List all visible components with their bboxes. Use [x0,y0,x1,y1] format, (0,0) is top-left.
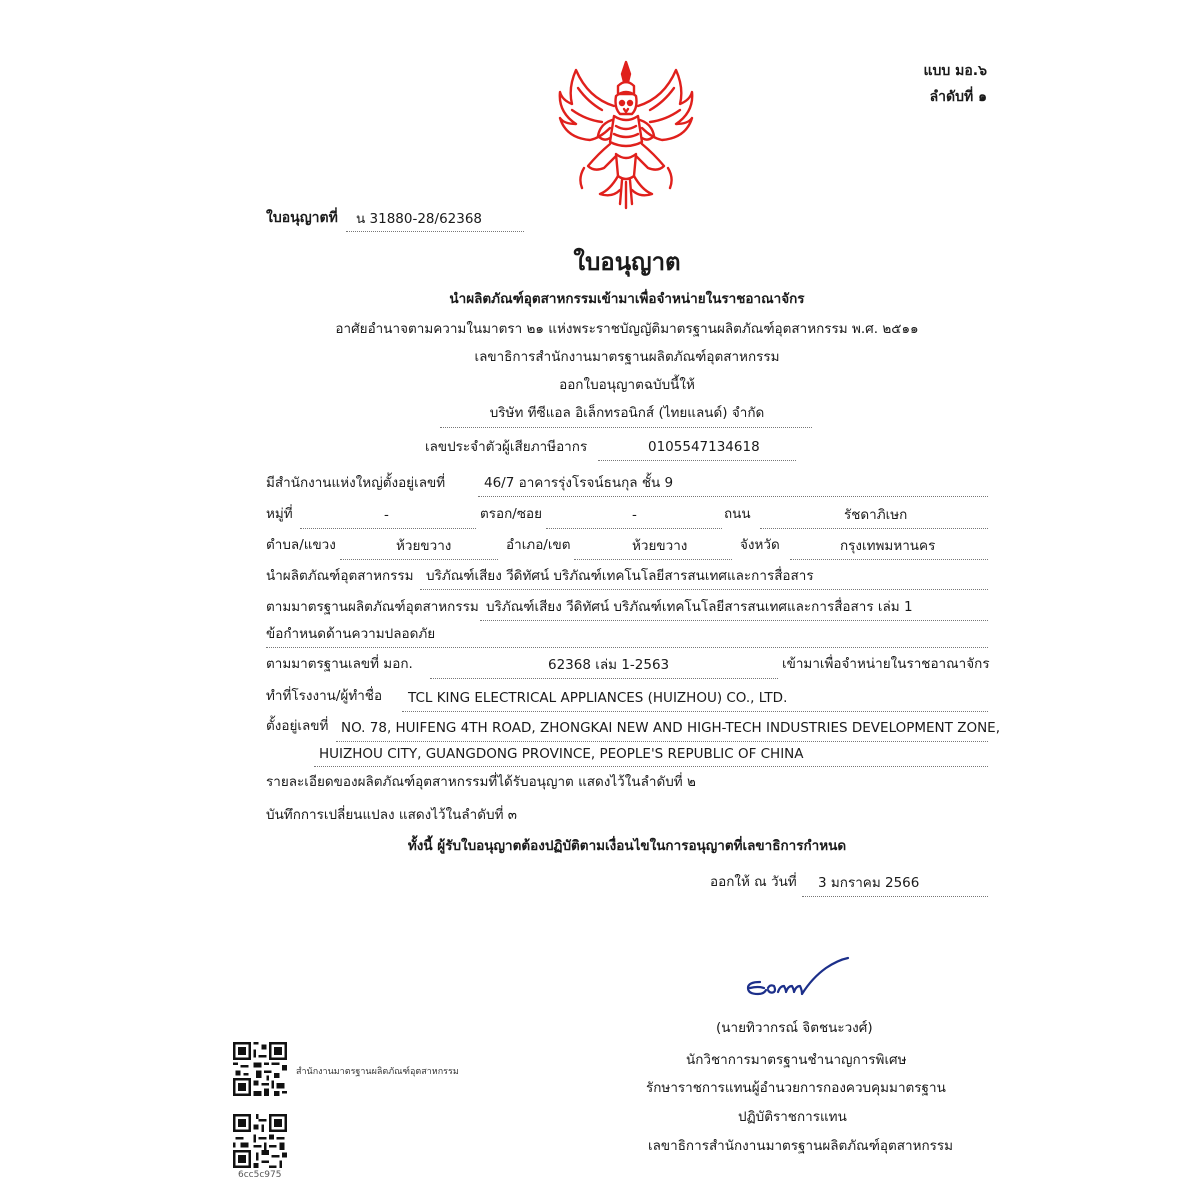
document-title: ใบอนุญาต [573,248,681,276]
district-dotted-line [574,559,732,560]
form-code: แบบ มอ.๖ [923,63,987,79]
soi-dotted-line [546,528,722,529]
manufacturer-dotted-line [402,711,988,712]
factory-address-dotted-line-1 [336,741,988,742]
changes-line: บันทึกการเปลี่ยนแปลง แสดงไว้ในลำดับที่ ๓ [266,807,517,823]
subdistrict-label: ตำบล/แขวง [266,537,336,553]
condition-line: ทั้งนี้ ผู้รับใบอนุญาตต้องปฏิบัติตามเงื่อนไขในการอนุญาตที่เลขาธิการกำหนด [407,838,847,854]
license-no-dotted-line [346,231,524,232]
subdistrict-value: ห้วยขวาง [396,538,452,554]
standard-dotted-line-1 [480,620,988,621]
document-code: 6cc5c975 [238,1170,282,1180]
signatory-position-2: รักษาราชการแทนผู้อำนวยการกองควบคุมมาตรฐาน [646,1080,946,1096]
issue-date-label: ออกให้ ณ วันที่ [710,874,797,890]
signatory-position-3: ปฏิบัติราชการแทน [738,1109,847,1125]
tax-id-label: เลขประจำตัวผู้เสียภาษีอากร [425,439,588,455]
license-no-label: ใบอนุญาตที่ [266,210,338,226]
moo-value: - [384,507,389,523]
issue-date-dotted-line [802,896,988,897]
issue-date-value: 3 มกราคม 2566 [818,875,920,891]
standard-value-line1: บริภัณฑ์เสียง วีดิทัศน์ บริภัณฑ์เทคโนโลยีสารสนเทศและการสื่อสาร เล่ม 1 [486,599,913,615]
road-value: รัชดาภิเษก [844,507,908,523]
standard-value-line2: ข้อกำหนดด้านความปลอดภัย [266,626,436,642]
district-label: อำเภอ/เขต [506,537,571,553]
soi-value: - [632,507,637,523]
signature-icon [740,956,852,1006]
signatory-position-1: นักวิชาการมาตรฐานชำนาญการพิเศษ [686,1052,907,1068]
road-label: ถนน [724,506,751,522]
standard-no-suffix: เข้ามาเพื่อจำหน่ายในราชอาณาจักร [782,656,990,672]
manufacturer-value: TCL KING ELECTRICAL APPLIANCES (HUIZHOU) CO., LTD. [408,690,788,706]
qr-code-verify-icon [233,1114,287,1168]
garuda-emblem-icon [554,58,698,210]
head-office-dotted-line [478,496,988,497]
issue-line: ออกใบอนุญาตฉบับนี้ให้ [559,377,695,393]
authority-line: อาศัยอำนาจตามความในมาตรา ๒๑ แห่งพระราชบัญญัติมาตรฐานผลิตภัณฑ์อุตสาหกรรม พ.ศ. ๒๕๑๑ [335,321,919,337]
province-label: จังหวัด [740,537,780,553]
company-dotted-line [440,427,812,428]
product-dotted-line [420,589,988,590]
standard-dotted-line-2 [266,647,988,648]
moo-label: หมู่ที่ [266,506,293,522]
product-value: บริภัณฑ์เสียง วีดิทัศน์ บริภัณฑ์เทคโนโลยีสารสนเทศและการสื่อสาร [426,568,814,584]
standard-no-dotted-line [430,678,778,679]
factory-address-dotted-line-2 [314,766,988,767]
head-office-label: มีสำนักงานแห่งใหญ่ตั้งอยู่เลขที่ [266,475,446,491]
factory-address-line2: HUIZHOU CITY, GUANGDONG PROVINCE, PEOPLE'S REPUBLIC OF CHINA [319,746,804,762]
road-dotted-line [760,528,988,529]
soi-label: ตรอก/ซอย [480,506,543,522]
factory-address-line1: NO. 78, HUIFENG 4TH ROAD, ZHONGKAI NEW AND HIGH-TECH INDUSTRIES DEVELOPMENT ZONE, [341,720,1000,736]
company-name: บริษัท ทีซีแอล อิเล็กทรอนิกส์ (ไทยแลนด์) จำกัด [489,405,765,421]
qr-code-icon [233,1042,287,1096]
tax-id-dotted-line [598,460,796,461]
standard-no-value: 62368 เล่ม 1-2563 [548,657,670,673]
head-office-value: 46/7 อาคารรุ่งโรจน์ธนกุล ชั้น 9 [484,475,674,491]
province-value: กรุงเทพมหานคร [840,538,936,554]
details-line: รายละเอียดของผลิตภัณฑ์อุตสาหกรรมที่ได้รับอนุญาต แสดงไว้ในลำดับที่ ๒ [266,774,696,790]
factory-address-label: ตั้งอยู่เลขที่ [266,718,329,734]
district-value: ห้วยขวาง [632,538,688,554]
qr-caption: สำนักงานมาตรฐานผลิตภัณฑ์อุตสาหกรรม [296,1067,459,1077]
province-dotted-line [790,559,988,560]
moo-dotted-line [300,528,476,529]
signatory-name: (นายทิวากรณ์ จิตชนะวงศ์) [716,1020,873,1036]
issuer-line: เลขาธิการสำนักงานมาตรฐานผลิตภัณฑ์อุตสาหกรรม [474,349,780,365]
tax-id-value: 0105547134618 [648,439,760,455]
subdistrict-dotted-line [340,559,498,560]
document-subtitle: นำผลิตภัณฑ์อุตสาหกรรมเข้ามาเพื่อจำหน่ายในราชอาณาจักร [449,291,805,307]
manufacturer-label: ทำที่โรงงาน/ผู้ทำชื่อ [266,688,383,704]
standard-label: ตามมาตรฐานผลิตภัณฑ์อุตสาหกรรม [266,599,479,615]
form-sequence: ลำดับที่ ๑ [929,89,987,105]
standard-no-label: ตามมาตรฐานเลขที่ มอก. [266,656,413,672]
license-no-value: น 31880-28/62368 [356,211,483,227]
product-label: นำผลิตภัณฑ์อุตสาหกรรม [266,568,414,584]
signatory-position-4: เลขาธิการสำนักงานมาตรฐานผลิตภัณฑ์อุตสาหกรรม [648,1138,954,1154]
form-code-block [923,58,987,110]
